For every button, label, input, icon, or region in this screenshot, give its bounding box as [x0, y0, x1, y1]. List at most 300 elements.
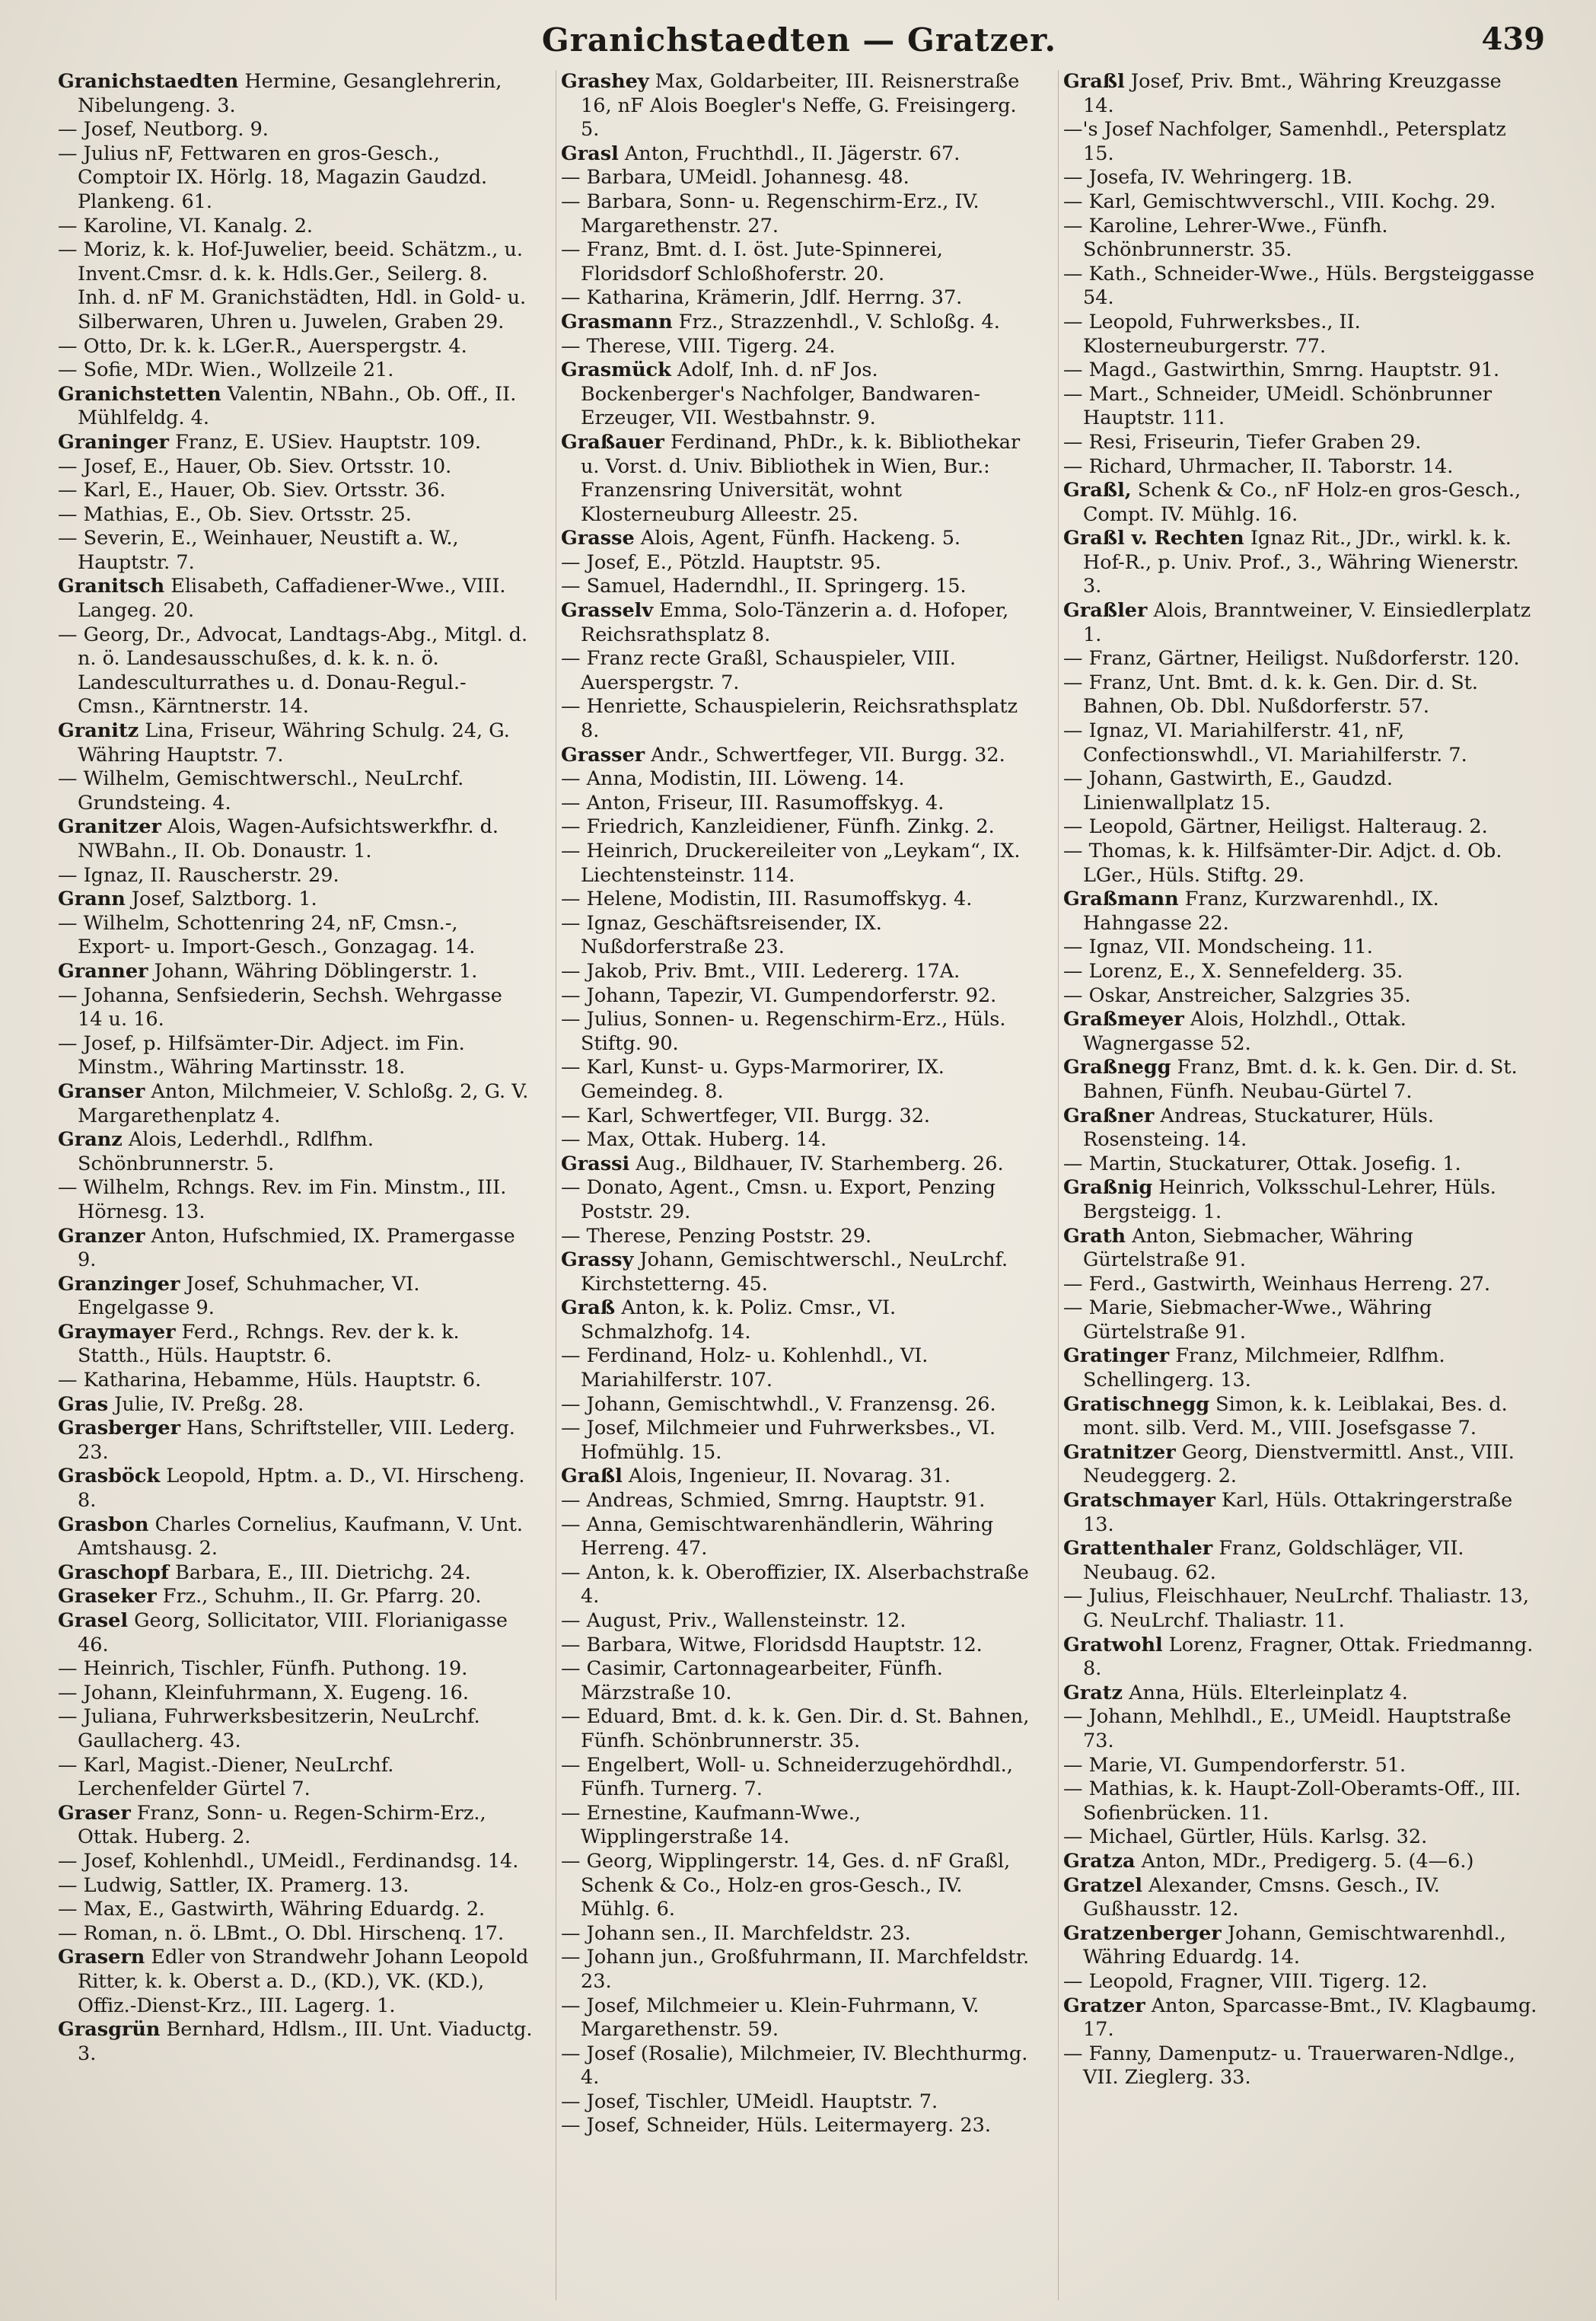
entry-text: — Katharina, Krämerin, Jdlf. Herrng. 37. [561, 286, 963, 310]
entry-text: Josef, Salztborg. 1. [125, 888, 317, 911]
entry-surname: Grasse [561, 527, 635, 550]
directory-entry [58, 1465, 533, 1513]
entry-surname: Graßl [561, 1465, 623, 1488]
entry-text: Johann, Währing Döblingerstr. 1. [148, 959, 478, 983]
entry-text: — Johann, Tapezir, VI. Gumpendorferstr. 92. [561, 984, 997, 1007]
directory-entry [58, 527, 533, 575]
entry-text: — Donato, Agent., Cmsn. u. Export, Penzing Poststr. 29. [561, 1176, 996, 1223]
entry-surname: Graß [561, 1296, 616, 1320]
directory-entry [561, 190, 1035, 238]
entry-surname: Gratwohl [1063, 1633, 1163, 1656]
directory-entry [58, 1850, 533, 1874]
entry-surname: Grasel [58, 1609, 129, 1632]
directory-entry [58, 2018, 533, 2066]
entry-surname: Grasl [561, 142, 619, 165]
entry-text: Alois, Holzhdl., Ottak. Wagnergasse 52. [1083, 1008, 1406, 1055]
entry-surname: Grasern [58, 1946, 145, 1969]
directory-entry [1063, 479, 1537, 527]
entry-text: Anton, Fruchthdl., II. Jägerstr. 67. [618, 142, 960, 165]
directory-entry [561, 1994, 1035, 2042]
directory-entry [561, 1922, 1035, 1946]
entry-text: — Karoline, VI. Kanalg. 2. [58, 214, 314, 238]
directory-entry [561, 1296, 1035, 1344]
entry-text: — Mart., Schneider, UMeidl. Schönbrunner Hauptstr. 111. [1063, 382, 1492, 430]
entry-text: — Julius, Fleischhauer, NeuLrchf. Thaliastr. 13, G. NeuLrchf. Thaliastr. 11. [1063, 1585, 1529, 1632]
directory-entry [1063, 1489, 1537, 1537]
entry-surname: Graßmeyer [1063, 1008, 1184, 1031]
entry-text: — Lorenz, E., X. Sennefelderg. 35. [1063, 959, 1403, 983]
entry-text: — Julius nF, Fettwaren en gros-Gesch., Comptoir IX. Hörlg. 18, Magazin Gaudzd. Plankeng. 61. [58, 142, 488, 213]
directory-entry [1063, 960, 1537, 984]
entry-text: — August, Priv., Wallensteinstr. 12. [561, 1609, 906, 1632]
directory-entry [58, 455, 533, 480]
directory-entry [561, 359, 1035, 431]
directory-entry [561, 1657, 1035, 1705]
entry-text: — Anna, Modistin, III. Löweng. 14. [561, 767, 905, 791]
column-3 [1058, 70, 1545, 2300]
directory-entry [58, 1874, 533, 1899]
directory-entry [561, 431, 1035, 527]
directory-entry [58, 1080, 533, 1128]
entry-text: Schenk & Co., nF Holz-en gros-Gesch., Compt. IV. Mühlg. 16. [1083, 479, 1521, 526]
entry-text: — Karl, Kunst- u. Gyps-Marmorirer, IX. Gemeindeg. 8. [561, 1056, 945, 1103]
entry-text: Frz., Strazzenhdl., V. Schloßg. 4. [672, 310, 1000, 333]
entry-surname: Grashey [561, 70, 649, 93]
directory-entry [1063, 936, 1537, 960]
directory-entry [58, 1225, 533, 1273]
directory-entry [561, 1705, 1035, 1753]
entry-text: — Ignaz, VII. Mondscheing. 11. [1063, 936, 1373, 959]
directory-entry [561, 960, 1035, 984]
directory-entry [58, 383, 533, 431]
entry-text: — Jakob, Priv. Bmt., VIII. Ledererg. 17A. [561, 959, 960, 983]
entry-surname: Graßnegg [1063, 1056, 1171, 1079]
entry-surname: Granitsch [58, 575, 165, 598]
entry-text: Bernhard, Hdlsm., III. Unt. Viaductg. 3. [78, 2018, 533, 2065]
entry-text: Edler von Strandwehr Johann Leopold Ritter, k. k. Oberst a. D., (KD.), VK. (KD.), Offiz.-Dienst-Krz., III. Lagerg. 1. [78, 1946, 529, 2017]
directory-entry [58, 118, 533, 142]
entry-text: Georg, Dienstvermittl. Anst., VIII. Neudeggerg. 2. [1083, 1440, 1515, 1488]
directory-entry [561, 2114, 1035, 2138]
entry-surname: Gratischnegg [1063, 1392, 1210, 1416]
directory-entry [561, 1008, 1035, 1056]
directory-entry [58, 1682, 533, 1706]
entry-text: — Josef, E., Pötzld. Hauptstr. 95. [561, 550, 881, 574]
entry-surname: Granner [58, 959, 148, 983]
entry-text: — Therese, Penzing Poststr. 29. [561, 1224, 872, 1248]
entry-text: Frz., Schuhm., II. Gr. Pfarrg. 20. [156, 1585, 482, 1608]
directory-entry [58, 1705, 533, 1753]
entry-text: Heinrich, Volksschul-Lehrer, Hüls. Bergsteigg. 1. [1083, 1176, 1496, 1223]
entry-text: Valentin, NBahn., Ob. Off., II. Mühlfeldg. 4. [78, 382, 517, 430]
directory-entry [58, 335, 533, 359]
directory-entry [58, 719, 533, 767]
directory-entry [561, 815, 1035, 840]
directory-entry [1063, 1634, 1537, 1682]
entry-surname: Graßnig [1063, 1176, 1153, 1200]
entry-surname: Graschopf [58, 1561, 169, 1584]
entry-text: Andreas, Stuckaturer, Hüls. Rosensteing. 14. [1083, 1104, 1434, 1152]
directory-entry [561, 888, 1035, 912]
directory-entry [1063, 311, 1537, 359]
entry-text: — Anton, k. k. Oberoffizier, IX. Alserbachstraße 4. [561, 1561, 1029, 1608]
entry-text: Lorenz, Fragner, Ottak. Friedmanng. 8. [1083, 1633, 1534, 1681]
entry-text: Franz, E. USiev. Hauptstr. 109. [169, 430, 482, 454]
directory-entry [58, 960, 533, 984]
directory-entry [58, 864, 533, 888]
directory-entry [1063, 1994, 1537, 2042]
directory-entry [561, 238, 1035, 286]
directory-entry [58, 1657, 533, 1682]
entry-surname: Gratz [1063, 1681, 1123, 1704]
entry-text: Franz, Sonn- u. Regen-Schirm-Erz., Ottak. Huberg. 2. [78, 1801, 486, 1849]
entry-text: — Juliana, Fuhrwerksbesitzerin, NeuLrchf. Gaullacherg. 43. [58, 1705, 480, 1752]
directory-entry [561, 984, 1035, 1009]
entry-text: — Fanny, Damenputz- u. Trauerwaren-Ndlge., VII. Zieglerg. 33. [1063, 2042, 1515, 2090]
entry-surname: Grassy [561, 1248, 634, 1272]
entry-text: — Ignaz, VI. Mariahilferstr. 41, nF, Confectionswhdl., VI. Mariahilferstr. 7. [1063, 719, 1467, 767]
entry-surname: Grasselv [561, 599, 654, 623]
directory-entry [1063, 1537, 1537, 1585]
entry-text: — Franz, Unt. Bmt. d. k. k. Gen. Dir. d. St. Bahnen, Ob. Dbl. Nußdorferstr. 57. [1063, 671, 1479, 719]
entry-text: — Barbara, Witwe, Floridsdd Hauptstr. 12. [561, 1633, 983, 1656]
directory-entry [1063, 1705, 1537, 1753]
entry-text: — Johann, Mehlhdl., E., UMeidl. Hauptstraße 73. [1063, 1705, 1512, 1752]
entry-text: — Anton, Friseur, III. Rasumoffskyg. 4. [561, 791, 945, 815]
entry-text: — Karl, Gemischtwverschl., VIII. Kochg. 29. [1063, 190, 1496, 213]
directory-entry [1063, 1970, 1537, 1994]
entry-surname: Grann [58, 888, 126, 911]
directory-entry [58, 1898, 533, 1922]
directory-entry [58, 912, 533, 960]
directory-entry [58, 1513, 533, 1561]
entry-text: — Leopold, Fuhrwerksbes., II. Klosterneuburgerstr. 77. [1063, 310, 1361, 358]
entry-text: — Severin, E., Weinhauer, Neustift a. W., Hauptstr. 7. [58, 527, 459, 574]
directory-entry [1063, 1825, 1537, 1850]
entry-text: — Samuel, Haderndhl., II. Springerg. 15. [561, 575, 967, 598]
entry-text: — Georg, Wipplingerstr. 14, Ges. d. nF Graßl, Schenk & Co., Holz-en gros-Gesch., IV. Mühlg. 6. [561, 1849, 1011, 1921]
column-2 [556, 70, 1043, 2300]
entry-surname: Graßl [1063, 70, 1125, 93]
directory-entry [1063, 1777, 1537, 1825]
directory-entry [561, 551, 1035, 575]
directory-entry [58, 1754, 533, 1802]
entry-text: — Johann, Kleinfuhrmann, X. Eugeng. 16. [58, 1681, 469, 1704]
directory-entry [1063, 1682, 1537, 1706]
entry-surname: Gratza [1063, 1849, 1136, 1873]
entry-text: Franz, Milchmeier, Rdlfhm. Schellingerg. 13. [1083, 1344, 1445, 1392]
directory-entry [58, 431, 533, 455]
directory-entry [561, 1465, 1035, 1489]
directory-entry [561, 142, 1035, 167]
entry-text: — Therese, VIII. Tigerg. 24. [561, 334, 836, 358]
entry-surname: Graymayer [58, 1320, 176, 1344]
entry-surname: Granichstaedten [58, 70, 239, 93]
directory-entry [561, 1248, 1035, 1296]
directory-entry [561, 70, 1035, 142]
entry-text: — Leopold, Gärtner, Heiligst. Halteraug. 2. [1063, 815, 1488, 839]
entry-text: — Anna, Gemischtwarenhändlerin, Währing Herreng. 47. [561, 1513, 994, 1561]
entry-text: — Heinrich, Druckereileiter von „Leykam“, IX. Liechtensteinstr. 114. [561, 840, 1021, 887]
entry-text: Hermine, Gesanglehrerin, Nibelungeng. 3. [78, 70, 502, 117]
entry-surname: Graßler [1063, 599, 1148, 623]
directory-entry [1063, 70, 1537, 118]
directory-entry [561, 1056, 1035, 1104]
directory-entry [1063, 1153, 1537, 1177]
directory-entry [561, 575, 1035, 599]
entry-text: — Casimir, Cartonnagearbeiter, Fünfh. Märzstraße 10. [561, 1657, 943, 1704]
entry-surname: Grasbon [58, 1513, 149, 1536]
entry-text: Alois, Ingenieur, II. Novarag. 31. [622, 1465, 951, 1488]
entry-text: — Thomas, k. k. Hilfsämter-Dir. Adjct. d. Ob. LGer., Hüls. Stiftg. 29. [1063, 840, 1502, 887]
entry-text: — Josef, Kohlenhdl., UMeidl., Ferdinandsg. 14. [58, 1849, 519, 1873]
entry-surname: Granichstetten [58, 382, 221, 406]
entry-text: — Johann sen., II. Marchfeldstr. 23. [561, 1921, 911, 1945]
directory-entry [58, 1273, 533, 1321]
directory-entry [1063, 1056, 1537, 1104]
entry-text: — Oskar, Anstreicher, Salzgries 35. [1063, 984, 1411, 1007]
directory-entry [1063, 1344, 1537, 1392]
directory-entry [58, 1946, 533, 2018]
directory-entry [561, 1128, 1035, 1153]
entry-text: — Kath., Schneider-Wwe., Hüls. Bergsteiggasse 54. [1063, 262, 1535, 310]
entry-text: — Ernestine, Kaufmann-Wwe., Wipplingerstraße 14. [561, 1801, 862, 1849]
entry-text: Emma, Solo-Tänzerin a. d. Hofoper, Reichsrathsplatz 8. [581, 599, 1009, 646]
entry-surname: Gratzel [1063, 1873, 1142, 1897]
directory-entry [561, 599, 1035, 647]
entry-text: — Barbara, UMeidl. Johannesg. 48. [561, 166, 909, 190]
directory-entry [561, 2042, 1035, 2090]
directory-entry [58, 1802, 533, 1850]
directory-entry [1063, 166, 1537, 190]
directory-entry [58, 503, 533, 528]
entry-surname: Gratzenberger [1063, 1921, 1222, 1945]
entry-text: Ignaz Rit., JDr., wirkl. k. k. Hof-R., p. Univ. Prof., 3., Währing Wienerstr. 3. [1083, 527, 1519, 598]
entry-text: — Ignaz, Geschäftsreisender, IX. Nußdorferstraße 23. [561, 911, 882, 959]
entry-text: Anton, Hufschmied, IX. Pramergasse 9. [78, 1224, 515, 1272]
entry-surname: Granzer [58, 1224, 145, 1248]
entry-text: Anton, k. k. Poliz. Cmsr., VI. Schmalzhofg. 14. [581, 1296, 897, 1344]
directory-entry [1063, 1105, 1537, 1153]
directory-entry [561, 1489, 1035, 1513]
entry-text: — Karl, Schwertfeger, VII. Burgg. 32. [561, 1104, 931, 1127]
entry-text: Andr., Schwertfeger, VII. Burgg. 32. [645, 743, 1005, 767]
directory-entry [1063, 2042, 1537, 2090]
directory-entry [1063, 383, 1537, 431]
directory-entry [561, 1176, 1035, 1224]
entry-text: Leopold, Hptm. a. D., VI. Hirscheng. 8. [78, 1465, 525, 1513]
entry-text: Johann, Gemischtwarenhdl., Währing Eduardg. 14. [1083, 1921, 1506, 1969]
entry-text: — Wilhelm, Gemischtwerschl., NeuLrchf. Grundsteing. 4. [58, 767, 464, 815]
entry-text: — Eduard, Bmt. d. k. k. Gen. Dir. d. St. Bahnen, Fünfh. Schönbrunnerstr. 35. [561, 1705, 1030, 1752]
directory-entry [58, 623, 533, 719]
directory-entry [561, 744, 1035, 768]
entry-text: — Leopold, Fragner, VIII. Tigerg. 12. [1063, 1969, 1428, 1993]
entry-text: — Martin, Stuckaturer, Ottak. Josefig. 1. [1063, 1152, 1461, 1175]
directory-entry [561, 1344, 1035, 1392]
entry-text: Josef, Priv. Bmt., Währing Kreuzgasse 14. [1083, 70, 1502, 117]
directory-entry [561, 527, 1035, 551]
entry-text: — Josef (Rosalie), Milchmeier, IV. Blechthurmg. 4. [561, 2042, 1028, 2090]
directory-entry [561, 1513, 1035, 1561]
directory-entry [58, 1417, 533, 1465]
entry-text: — Engelbert, Woll- u. Schneiderzugehördhdl., Fünfh. Turnerg. 7. [561, 1753, 1013, 1801]
directory-entry [1063, 888, 1537, 936]
entry-text: — Richard, Uhrmacher, II. Taborstr. 14. [1063, 454, 1454, 478]
entry-surname: Graßl, [1063, 479, 1132, 502]
entry-text: — Karoline, Lehrer-Wwe., Fünfh. Schönbrunnerstr. 35. [1063, 214, 1388, 262]
entry-surname: Graßmann [1063, 888, 1179, 911]
directory-entry [58, 767, 533, 815]
entry-surname: Graninger [58, 430, 169, 454]
directory-entry [58, 1176, 533, 1224]
entry-text: — Karl, Magist.-Diener, NeuLrchf. Lerchenfelder Gürtel 7. [58, 1753, 394, 1801]
directory-entry [1063, 359, 1537, 383]
entry-surname: Grath [1063, 1224, 1126, 1248]
directory-entry [1063, 1176, 1537, 1224]
entry-surname: Granser [58, 1079, 145, 1103]
directory-entry [561, 1105, 1035, 1129]
directory-entry [561, 335, 1035, 359]
directory-entry [1063, 719, 1537, 767]
entry-text: Hans, Schriftsteller, VIII. Lederg. 23. [78, 1417, 515, 1464]
directory-entry [58, 479, 533, 503]
directory-entry [1063, 1393, 1537, 1441]
entry-surname: Grattenthaler [1063, 1537, 1213, 1561]
directory-entry [1063, 527, 1537, 599]
entry-text: Anton, Sparcasse-Bmt., IV. Klagbaumg. 17. [1083, 1994, 1537, 2042]
directory-entry [1063, 431, 1537, 455]
directory-entry [1063, 1754, 1537, 1778]
entry-text: Karl, Hüls. Ottakringerstraße 13. [1083, 1489, 1513, 1536]
entry-text: Barbara, E., III. Dietrichg. 24. [168, 1561, 471, 1584]
entry-text: Adolf, Inh. d. nF Jos. Bockenberger's Nachfolger, Bandwaren-Erzeuger, VII. Westbahnstr. 9. [581, 359, 980, 430]
directory-entry [58, 575, 533, 623]
entry-surname: Grasser [561, 743, 645, 767]
entry-text: Charles Cornelius, Kaufmann, V. Unt. Amtshausg. 2. [78, 1513, 523, 1561]
entry-surname: Grasmück [561, 359, 671, 382]
directory-entry [58, 1561, 533, 1586]
entry-text: — Heinrich, Tischler, Fünfh. Puthong. 19. [58, 1657, 468, 1681]
entry-text: — Ignaz, II. Rauscherstr. 29. [58, 863, 339, 887]
directory-entry [561, 1946, 1035, 1994]
directory-entry [561, 1754, 1035, 1802]
directory-entry [58, 1585, 533, 1609]
directory-entry [1063, 1225, 1537, 1273]
directory-entry [561, 1850, 1035, 1922]
directory-entry [58, 815, 533, 863]
directory-entry [561, 912, 1035, 960]
directory-entry [561, 767, 1035, 792]
directory-entry [1063, 840, 1537, 888]
entry-text: Aug., Bildhauer, IV. Starhemberg. 26. [629, 1152, 1004, 1175]
directory-entry [58, 1128, 533, 1176]
entry-text: — Ludwig, Sattler, IX. Pramerg. 13. [58, 1873, 409, 1897]
directory-entry [58, 215, 533, 239]
entry-text: Ferdinand, PhDr., k. k. Bibliothekar u. Vorst. d. Univ. Bibliothek in Wien, Bur.: Franzensring Universität, wohnt Klosterneuburg Alleestr. 25. [581, 430, 1021, 526]
entry-text: — Josefa, IV. Wehringerg. 1B. [1063, 166, 1353, 190]
entry-text: Alois, Lederhdl., Rdlfhm. Schönbrunnerstr. 5. [78, 1128, 374, 1175]
entry-surname: Gratinger [1063, 1344, 1170, 1368]
entry-text: — Julius, Sonnen- u. Regenschirm-Erz., Hüls. Stiftg. 90. [561, 1008, 1006, 1055]
directory-entry [561, 840, 1035, 888]
entry-text: Josef, Schuhmacher, VI. Engelgasse 9. [78, 1272, 420, 1320]
directory-entry [1063, 767, 1537, 815]
entry-surname: Granitz [58, 719, 139, 743]
entry-text: Alexander, Cmsns. Gesch., IV. Gußhausstr. 12. [1083, 1873, 1440, 1921]
entry-surname: Grasböck [58, 1465, 161, 1488]
entry-text: — Ferdinand, Holz- u. Kohlenhdl., VI. Mariahilferstr. 107. [561, 1344, 929, 1392]
entry-surname: Granitzer [58, 815, 161, 839]
column-1 [53, 70, 540, 2300]
entry-surname: Gras [58, 1392, 109, 1416]
directory-entry [58, 359, 533, 383]
directory-entry [58, 142, 533, 215]
entry-text: — Ferd., Gastwirth, Weinhaus Herreng. 27. [1063, 1272, 1491, 1296]
directory-entry [58, 888, 533, 912]
entry-text: — Franz recte Graßl, Schauspieler, VIII. Auerspergstr. 7. [561, 647, 956, 694]
entry-surname: Gratnitzer [1063, 1440, 1176, 1464]
entry-text: — Johann jun., Großfuhrmann, II. Marchfeldstr. 23. [561, 1946, 1030, 1993]
directory-entry [58, 1369, 533, 1393]
entry-text: Georg, Sollicitator, VIII. Florianigasse 46. [78, 1609, 508, 1656]
entry-text: Alois, Agent, Fünfh. Hackeng. 5. [634, 527, 961, 550]
directory-entry [58, 238, 533, 334]
entry-text: — Josef, Tischler, UMeidl. Hauptstr. 7. [561, 2090, 938, 2113]
entry-text: — Wilhelm, Rchngs. Rev. im Fin. Minstm., III. Hörnesg. 13. [58, 1176, 507, 1223]
directory-entry [1063, 671, 1537, 719]
page-number: 439 [1481, 21, 1545, 57]
entry-text: — Johann, Gemischtwhdl., V. Franzensg. 26. [561, 1392, 996, 1416]
entry-text: — Michael, Gürtler, Hüls. Karlsg. 32. [1063, 1825, 1428, 1849]
directory-entry [561, 286, 1035, 311]
entry-text: — Sofie, MDr. Wien., Wollzeile 21. [58, 359, 394, 382]
entry-text: — Johann, Gastwirth, E., Gaudzd. Linienwallplatz 15. [1063, 767, 1393, 815]
entry-text: — Josef, Milchmeier und Fuhrwerksbes., VI. Hofmühlg. 15. [561, 1417, 996, 1464]
directory-entry [1063, 599, 1537, 647]
entry-text: — Josef, p. Hilfsämter-Dir. Adject. im Fin. Minstm., Währing Martinsstr. 18. [58, 1031, 465, 1079]
entry-surname: Gratschmayer [1063, 1489, 1215, 1513]
entry-text: — Resi, Friseurin, Tiefer Graben 29. [1063, 430, 1422, 454]
directory-entry [561, 1153, 1035, 1177]
entry-text: — Josef, E., Hauer, Ob. Siev. Ortsstr. 10. [58, 454, 452, 478]
entry-text: — Magd., Gastwirthin, Smrng. Hauptstr. 91. [1063, 359, 1500, 382]
directory-entry [1063, 1273, 1537, 1297]
entry-surname: Graßauer [561, 430, 664, 454]
directory-entry [1063, 118, 1537, 166]
entry-text: — Josef, Milchmeier u. Klein-Fuhrmann, V. Margarethenstr. 59. [561, 1994, 980, 2042]
entry-text: Elisabeth, Caffadiener-Wwe., VIII. Langeg. 20. [78, 575, 506, 623]
running-title: Granichstaedten — Gratzer. [541, 21, 1057, 59]
page-header [53, 21, 1545, 67]
directory-entry [1063, 1296, 1537, 1344]
entry-text: — Wilhelm, Schottenring 24, nF, Cmsn.-, Export- u. Import-Gesch., Gonzagag. 14. [58, 911, 476, 959]
entry-text: — Roman, n. ö. LBmt., O. Dbl. Hirschenq. 17. [58, 1921, 505, 1945]
entry-text: — Katharina, Hebamme, Hüls. Hauptstr. 6. [58, 1369, 482, 1392]
directory-entry [1063, 815, 1537, 840]
entry-text: — Johanna, Senfsiederin, Sechsh. Wehrgasse 14 u. 16. [58, 984, 502, 1031]
directory-entry [1063, 1585, 1537, 1633]
entry-text: Anton, Siebmacher, Währing Gürtelstraße 91. [1083, 1224, 1413, 1272]
entry-text: — Marie, Siebmacher-Wwe., Währing Gürtelstraße 91. [1063, 1296, 1432, 1344]
directory-entry [1063, 647, 1537, 671]
directory-entry [561, 1417, 1035, 1465]
entry-text: Julie, IV. Preßg. 28. [108, 1392, 304, 1416]
entry-text: — Otto, Dr. k. k. LGer.R., Auerspergstr. 4. [58, 334, 467, 358]
directory-entry [561, 647, 1035, 695]
entry-text: —'s Josef Nachfolger, Samenhdl., Petersplatz 15. [1063, 118, 1506, 165]
entry-surname: Graser [58, 1801, 131, 1825]
